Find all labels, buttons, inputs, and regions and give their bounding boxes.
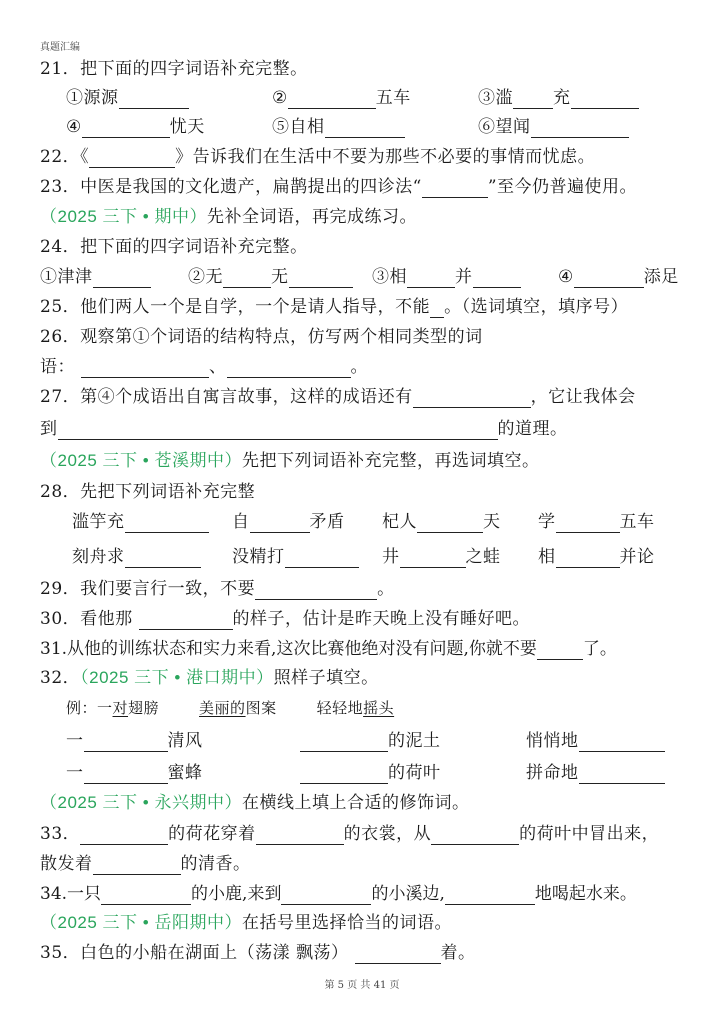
q31: 31.从他的训练状态和实力来看,这次比赛他绝对没有问题,你就不要 了。 <box>40 639 617 659</box>
q32-item: 拼命地 <box>526 762 665 784</box>
blank[interactable] <box>89 150 175 168</box>
blank[interactable] <box>281 887 371 905</box>
q26-line1: 26．观察第①个词语的结构特点，仿写两个相同类型的词 <box>40 327 483 347</box>
q28-idiom: 自 矛盾 <box>232 512 345 532</box>
q27-line2: 到 的道理。 <box>40 419 568 439</box>
blank[interactable] <box>84 734 168 752</box>
blank[interactable] <box>413 390 531 408</box>
blank[interactable] <box>84 766 168 784</box>
q23: 23．中医是我国的文化遗产，扁鹊提出的四诊法“ ”至今仍普遍使用。 <box>40 177 638 197</box>
page-footer: 第 5 页 共 41 页 <box>324 980 400 991</box>
blank[interactable] <box>556 550 620 568</box>
blank[interactable] <box>417 515 483 533</box>
q27-line1: 27．第④个成语出自寓言故事，这样的成语还有 ，它让我体会 <box>40 387 636 407</box>
blank[interactable] <box>430 300 444 318</box>
section-header-4: （2025 三下 • 岳阳期中）在括号里选择恰当的词语。 <box>40 913 452 933</box>
q32-item: 一 清风 <box>66 731 203 751</box>
header-label: 真题汇编 <box>40 42 80 53</box>
blank[interactable] <box>82 120 170 138</box>
blank[interactable] <box>574 270 644 288</box>
q28-stem: 28．先把下列词语补充完整 <box>40 482 256 502</box>
q28-idiom: 刻舟求 <box>72 546 201 568</box>
section-header-1: （2025 三下 • 期中）先补全词语，再完成练习。 <box>40 207 417 227</box>
blank[interactable] <box>80 827 168 845</box>
q33-line2: 散发着 的清香。 <box>40 854 251 874</box>
blank[interactable] <box>93 270 151 288</box>
blank[interactable] <box>139 612 233 630</box>
q28-idiom: 井 之蛙 <box>382 547 501 567</box>
q34: 34.一只 的小鹿,来到 的小溪边, 地喝起水来。 <box>40 884 637 904</box>
blank[interactable] <box>227 360 351 378</box>
q28-idiom: 杞人 天 <box>382 512 501 532</box>
blank[interactable] <box>81 360 209 378</box>
blank[interactable] <box>537 642 583 660</box>
blank[interactable] <box>556 515 620 533</box>
q24-item-4: ④ 添足 <box>558 267 679 287</box>
blank[interactable] <box>422 180 488 198</box>
blank[interactable] <box>288 91 376 109</box>
q24-item-3: ③相 并 <box>372 266 521 288</box>
blank[interactable] <box>101 887 191 905</box>
blank[interactable] <box>325 120 405 138</box>
q28-idiom: 相 并论 <box>538 547 655 567</box>
q21-item-1: ①源源 <box>66 87 189 109</box>
blank[interactable] <box>119 91 189 109</box>
q21-item-5: ⑤自相 <box>272 116 405 138</box>
blank[interactable] <box>125 550 201 568</box>
blank[interactable] <box>300 734 388 752</box>
blank[interactable] <box>473 270 521 288</box>
blank[interactable] <box>571 91 639 109</box>
blank[interactable] <box>400 550 466 568</box>
blank[interactable] <box>445 887 535 905</box>
q21-item-4: ④ 忧天 <box>66 117 205 137</box>
q32-header: 32．（2025 三下 • 港口期中）照样子填空。 <box>40 668 379 688</box>
q33-line1: 33． 的荷花穿着 的衣裳，从 的荷叶中冒出来， <box>40 824 660 844</box>
blank[interactable] <box>579 766 665 784</box>
q24-item-1: ①津津 <box>40 266 151 288</box>
q28-idiom: 滥竽充 <box>72 511 209 533</box>
q32-item: 的泥土 <box>300 730 441 752</box>
q35: 35．白色的小船在湖面上（荡漾 飘荡） 着。 <box>40 943 476 963</box>
blank[interactable] <box>355 946 441 964</box>
q21-item-6: ⑥望闻 <box>478 116 629 138</box>
q21-stem: 21．把下面的四字词语补充完整。 <box>40 59 308 79</box>
blank[interactable] <box>579 734 665 752</box>
q32-item: 的荷叶 <box>300 762 441 784</box>
blank[interactable] <box>255 582 377 600</box>
q28-idiom: 学 五车 <box>538 512 655 532</box>
blank[interactable] <box>93 857 181 875</box>
blank[interactable] <box>513 91 553 109</box>
blank[interactable] <box>285 550 359 568</box>
blank[interactable] <box>431 827 519 845</box>
q25: 25．他们两人一个是自学，一个是请人指导，不能 。（选词填空，填序号） <box>40 297 629 317</box>
blank[interactable] <box>250 515 310 533</box>
blank[interactable] <box>125 515 209 533</box>
q30: 30．看他那 的样子，估计是昨天晚上没有睡好吧。 <box>40 609 531 629</box>
section-header-3: （2025 三下 • 永兴期中）在横线上填上合适的修饰词。 <box>40 793 470 813</box>
blank[interactable] <box>58 422 498 440</box>
blank[interactable] <box>289 270 353 288</box>
q32-item: 一 蜜蜂 <box>66 763 203 783</box>
q22: 22．《 》告诉我们在生活中不要为那些不必要的事情而忧虑。 <box>40 147 596 167</box>
q24-item-2: ②无 无 <box>188 266 353 288</box>
q21-item-2: ② 五车 <box>272 88 411 108</box>
q29: 29．我们要言行一致，不要 。 <box>40 579 395 599</box>
blank[interactable] <box>256 827 344 845</box>
q32-item: 悄悄地 <box>526 730 665 752</box>
blank[interactable] <box>300 766 388 784</box>
blank[interactable] <box>531 120 629 138</box>
q26-line2: 语： 、 。 <box>40 357 368 377</box>
blank[interactable] <box>407 270 455 288</box>
q21-item-3: ③滥 充 <box>478 87 639 109</box>
q24-stem: 24．把下面的四字词语补充完整。 <box>40 237 308 257</box>
q28-idiom: 没精打 <box>232 546 359 568</box>
blank[interactable] <box>223 270 271 288</box>
section-header-2: （2025 三下 • 苍溪期中）先把下列词语补充完整，再选词填空。 <box>40 451 540 471</box>
q32-example: 例：一对翅膀 美丽的图案 轻轻地摇头 <box>66 699 395 717</box>
